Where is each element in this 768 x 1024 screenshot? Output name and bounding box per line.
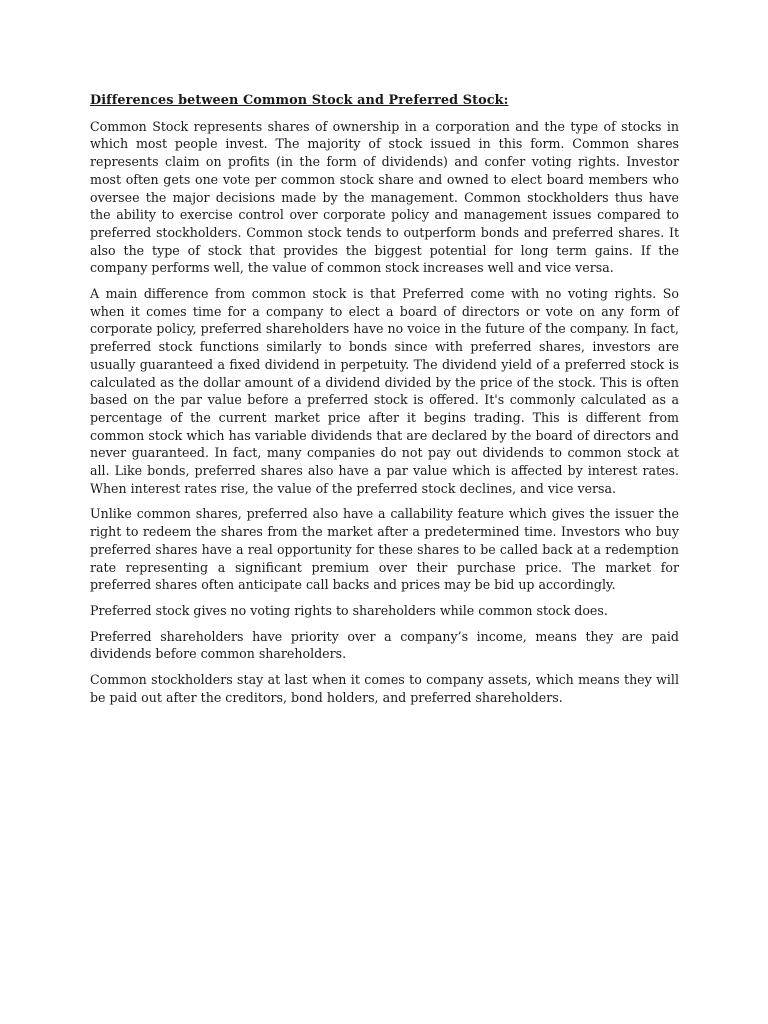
document-heading: Differences between Common Stock and Preferred Stock:	[90, 93, 509, 108]
document-page	[90, 92, 679, 715]
paragraph-preferred-stock: A main difference from common stock is that Preferred come with no voting rights. So when it comes time for a company to elect a board of directors or vote on any form of corporate policy, preferred shareholders have no voice in the future of the company. In fact, preferred stock functions similarly to bonds since with preferred shares, investors are usually guaranteed a fixed dividend in perpetuity. The dividend yield of a preferred stock is calculated as the dollar amount of a dividend divided by the price of the stock. This is often based on the par value before a preferred stock is offered. It's commonly calculated as a percentage of the current market price after it begins trading. This is different from common stock which has variable dividends that are declared by the board of directors and never guaranteed. In fact, many companies do not pay out dividends to common stock at all. Like bonds, preferred shares also have a par value which is affected by interest rates. When interest rates rise, the value of the preferred stock declines, and vice versa.	[90, 286, 679, 496]
paragraph-income-priority: Preferred shareholders have priority over a company’s income, means they are paid dividends before common shareholders.	[90, 628, 679, 662]
paragraph-voting-rights: Preferred stock gives no voting rights to shareholders while common stock does.	[90, 602, 608, 618]
paragraph-callability: Unlike common shares, preferred also have a callability feature which gives the issuer the right to redeem the shares from the market after a predetermined time. Investors who buy preferred shares have a real opportunity for these shares to be called back at a redemption rate representing a significant premium over their purchase price. The market for preferred shares often anticipate call backs and prices may be bid up accordingly.	[90, 506, 679, 593]
paragraph-asset-priority: Common stockholders stay at last when it comes to company assets, which means they will be paid out after the creditors, bond holders, and preferred shareholders.	[90, 672, 679, 705]
paragraph-common-stock: Common Stock represents shares of ownership in a corporation and the type of stocks in which most people invest. The majority of stock issued in this form. Common shares represents claim on profits (in the form of dividends) and confer voting rights. Investor most often gets one vote per common stock share and owned to elect board members who oversee the major decisions made by the management. Common stockholders thus have the ability to exercise control over corporate policy and management issues compared to preferred stockholders. Common stock tends to outperform bonds and preferred shares. It also the type of stock that provides the biggest potential for long term gains. If the company performs well, the value of common stock increases well and vice versa.	[90, 118, 679, 276]
